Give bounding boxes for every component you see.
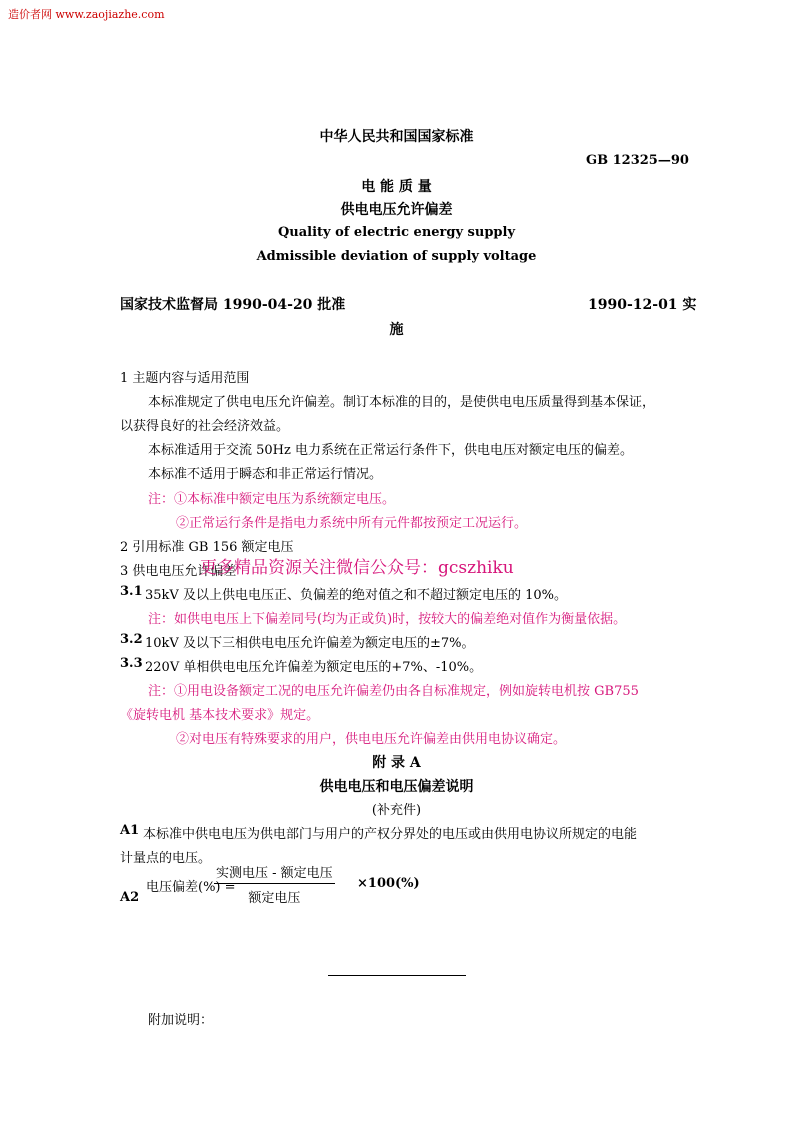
appendix-a2-number: A2	[120, 890, 140, 905]
clause-3-3-text: 220V 单相供电电压允许偏差为额定电压的+7%、-10%。	[145, 660, 483, 675]
standard-code: GB 12325—90	[586, 153, 689, 168]
appendix-title: 附 录 A	[372, 755, 421, 771]
additional-notes-label: 附加说明：	[148, 1013, 214, 1028]
formula-denominator: 额定电压	[248, 891, 301, 906]
clause-3-1-number: 3.1	[120, 584, 143, 599]
clause-3-1-note: 注：如供电电压上下偏差同号(均为正或负)时，按较大的偏差绝对值作为衡量依据。	[148, 612, 627, 627]
section-1-paragraph-3: 本标准不适用于瞬态和非正常运行情况。	[148, 467, 383, 482]
clause-3-3-number: 3.3	[120, 656, 143, 671]
effective-date: 1990-12-01 实	[588, 297, 697, 313]
document-main-title: 电 能 质 量	[361, 179, 432, 195]
section-3-heading: 3 供电电压允许偏差	[120, 564, 237, 579]
clause-3-3-note-1: 注：①用电设备额定工况的电压允许偏差仍由各自标准规定，例如旋转电机按 GB755	[148, 684, 639, 699]
formula-fraction	[214, 862, 335, 906]
clause-3-3-note-1-cont: 《旋转电机 基本技术要求》规定。	[120, 708, 320, 723]
clause-3-1-text: 35kV 及以上供电电压正、负偏差的绝对值之和不超过额定电压的 10%。	[145, 588, 567, 603]
clause-3-2-number: 3.2	[120, 632, 143, 647]
formula-rhs: ×100(%)	[357, 876, 420, 891]
wechat-watermark: 更多精品资源关注微信公众号：gcszhiku	[200, 558, 514, 578]
section-2-heading: 2 引用标准 GB 156 额定电压	[120, 540, 294, 555]
english-title: Quality of electric energy supply	[277, 225, 516, 240]
formula-lhs: 电压偏差(%) =	[146, 880, 236, 895]
section-1-paragraph-1-cont: 以获得良好的社会经济效益。	[120, 419, 290, 434]
appendix-a1-number: A1	[120, 823, 140, 838]
section-1-note-1: 注：①本标准中额定电压为系统额定电压。	[148, 492, 396, 507]
appendix-a1-text-cont: 计量点的电压。	[120, 851, 212, 866]
effective-date-continued: 施	[389, 322, 404, 338]
appendix-a1-text: 本标准中供电电压为供电部门与用户的产权分界处的电压或由供用电协议所规定的电能	[143, 827, 638, 842]
standard-org-title: 中华人民共和国国家标准	[319, 129, 474, 145]
section-1-paragraph-2: 本标准适用于交流 50Hz 电力系统在正常运行条件下，供电电压对额定电压的偏差。	[148, 443, 633, 458]
section-1-note-2: ②正常运行条件是指电力系统中所有元件都按预定工况运行。	[176, 516, 528, 531]
clause-3-3-note-2: ②对电压有特殊要求的用户，供电电压允许偏差由供用电协议确定。	[176, 732, 567, 747]
appendix-kind: (补充件)	[371, 803, 422, 818]
appendix-subtitle: 供电电压和电压偏差说明	[319, 779, 474, 795]
section-1-paragraph-1: 本标准规定了供电电压允许偏差。制订本标准的目的，是使供电电压质量得到基本保证，	[148, 395, 656, 410]
site-watermark-label: 造价者网 www.zaojiazhe.com	[8, 8, 165, 21]
end-divider	[328, 975, 466, 976]
formula-numerator: 实测电压 - 额定电压	[214, 862, 335, 884]
clause-3-2-text: 10kV 及以下三相供电电压允许偏差为额定电压的±7%。	[145, 636, 475, 651]
section-1-heading: 1 主题内容与适用范围	[120, 371, 250, 386]
approval-date: 国家技术监督局 1990-04-20 批准	[120, 297, 346, 313]
english-subtitle: Admissible deviation of supply voltage	[256, 249, 537, 264]
document-subtitle: 供电电压允许偏差	[340, 202, 453, 218]
